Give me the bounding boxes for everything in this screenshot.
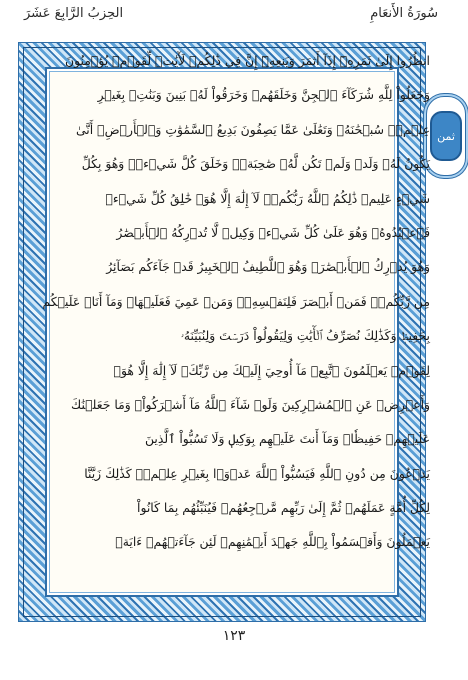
- thumn-marker-label: ثمن: [430, 111, 462, 161]
- thumn-marker: [426, 96, 466, 176]
- text-line: لِقَوۡمٖ يَعۡلَمُونَ ٱتَّبِعۡ مَآ أُوحِيَ إِلَيۡكَ مِن رَّبِّكَۖ لَآ إِلَٰهَ إِلَّا هُوَۖ: [113, 362, 430, 378]
- text-line: بِحَفِيظٖ وَكَذَٰلِكَ نُصَرِّفُ ٱلۡأٓيَٰتِ وَلِيَقُولُواْ دَرَسۡتَ وَلِنُبَيِّنَهُۥ: [180, 328, 430, 344]
- text-line: وَهُوَ يُدۡرِكُ ٱلۡأَبۡصَٰرَۖ وَهُوَ ٱللَّطِيفُ ٱلۡخَبِيرُ قَدۡ جَآءَكُم بَصَآئِرُ: [106, 259, 430, 275]
- page-header-hizb: الحِزبُ الرَّابِعَ عَشَرَ: [24, 6, 124, 21]
- text-line: عَلَيۡهِمۡ حَفِيظٗاۖ وَمَآ أَنتَ عَلَيۡهِم بِوَكِيلٖ وَلَا تَسُبُّواْ ٱلَّذِينَ: [145, 431, 430, 447]
- text-line: يَدۡعُونَ مِن دُونِ ٱللَّهِ فَيَسُبُّواْ ٱللَّهَ عَدۡوَۢا بِغَيۡرِ عِلۡمٖۗ كَذَٰلِكَ زَيَّنَّا: [84, 465, 430, 481]
- page-number: ١٢٣: [222, 628, 246, 644]
- text-line: يَعۡمَلُونَ وَأَقۡسَمُواْ بِٱللَّهِ جَهۡدَ أَيۡمَٰنِهِمۡ لَئِن جَآءَتۡهُمۡ ءَايَةٞ: [115, 534, 430, 550]
- text-line: انظُرُوا إِلَىٰ ثَمَرِهِۦٓ إِذَآ أَثمَرَ وَيَنعِهِۦٓ إِنَّ فِي ذَٰلِكُمۡ لَأٓيَٰتٖ لِّقَوۡمٖ يُؤۡمِنُونَ: [65, 53, 430, 68]
- text-line: شَيۡءٍ عَلِيمٞ ذَٰلِكُمُ ٱللَّهُ رَبُّكُمۡۖ لَآ إِلَٰهَ إِلَّا هُوَۖ خَٰلِقُ كُلِّ شَيۡءٖ: [105, 190, 430, 206]
- text-line: يَكُونُ لَهُۥ وَلَدٞ وَلَمۡ تَكُن لَّهُۥ صَٰحِبَةٞۖ وَخَلَقَ كُلَّ شَيۡءٖۖ وَهُوَ بِكُلِّ: [81, 156, 430, 172]
- text-line: لِكُلِّ أُمَّةٍ عَمَلَهُمۡ ثُمَّ إِلَىٰ رَبِّهِم مَّرۡجِعُهُمۡ فَيُنَبِّئُهُم بِمَا كَانُواْ: [137, 500, 430, 516]
- text-line: عِلۡمٖۚ سُبۡحَٰنَهُۥ وَتَعَٰلَىٰ عَمَّا يَصِفُونَ بَدِيعُ ٱلسَّمَٰوَٰتِ وَٱلۡأَرۡضِۖ أَنَّىٰ: [75, 121, 430, 137]
- text-line: وَأَعۡرِضۡ عَنِ ٱلۡمُشۡرِكِينَ وَلَوۡ شَآءَ ٱللَّهُ مَآ أَشۡرَكُواْۗ وَمَا جَعَلۡنَٰكَ: [71, 396, 430, 412]
- text-line: فَٱعۡبُدُوهُۚ وَهُوَ عَلَىٰ كُلِّ شَيۡءٖ وَكِيلٞ لَّا تُدۡرِكُهُ ٱلۡأَبۡصَٰرُ: [116, 224, 430, 240]
- quran-text: [38, 44, 430, 560]
- text-line: مِن رَّبِّكُمۡۖ فَمَنۡ أَبۡصَرَ فَلِنَفۡسِهِۦۖ وَمَنۡ عَمِيَ فَعَلَيۡهَاۚ وَمَآ أَنَا۠ عَلَيۡكُم: [42, 293, 430, 309]
- text-line: وَجَعَلُواْ لِلَّهِ شُرَكَآءَ ٱلۡجِنَّ وَخَلَقَهُمۡ وَخَرَقُواْ لَهُۥ بَنِينَ وَبَنَٰتِۭ بِغَيۡرِ: [97, 87, 430, 103]
- page-header-surah: سُورَةُ الأَنعَامِ: [370, 6, 438, 21]
